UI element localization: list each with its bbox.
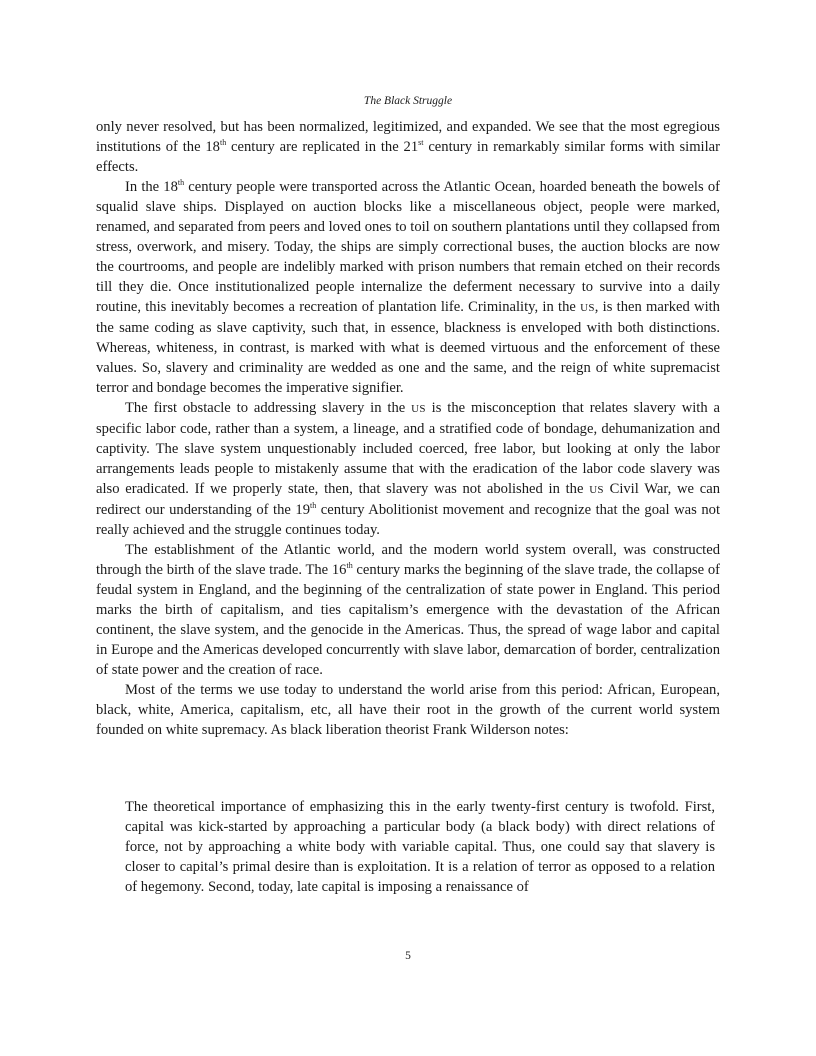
ordinal-superscript: th xyxy=(177,178,185,187)
text-span: century in remarkably similar forms with similar effects. xyxy=(96,139,720,175)
block-quote xyxy=(125,797,715,897)
ordinal-superscript: th xyxy=(310,501,317,510)
paragraph-2 xyxy=(96,177,720,398)
text-span: only never resolved, but has been normalized, legitimized, and expanded. We see that the most egregious institutions of the 18 xyxy=(96,119,720,155)
text-span: , is then marked with the same coding as slave captivity, such that, in essence, blackness is enveloped with both distinctions. Whereas, whiteness, in contrast, is marked with what is deemed virtuous and the enforcement of these values. So, slavery and criminality are wedded as one and the same, and the reign of white supremacist terror and bondage becomes the imperative signifier. xyxy=(96,299,720,396)
text-span: century are replicated in the 21 xyxy=(226,139,419,155)
ordinal-superscript: th xyxy=(219,138,227,147)
paragraph-1 xyxy=(96,117,720,177)
text-span: is the misconception that relates slavery with a specific labor code, rather than a system, a lineage, and a stratified code of bondage, dehumanization and captivity. The slave system unquestionably included coerced, free labor, but looking at only the labor arrangements leads people to mistakenly assume that with the eradication of the labor code slavery was also eradicated. If we properly state, then, that slavery was not abolished in the xyxy=(96,400,720,497)
text-span: Most of the terms we use today to understand the world arise from this period: African, European, black, white, America, capitalism, etc, all have their root in the growth of the current world system founded on white supremacy. As black liberation theorist Frank Wilderson notes: xyxy=(96,682,720,738)
text-span: The first obstacle to addressing slavery in the xyxy=(125,400,412,416)
text-span: Civil War, we can redirect our understanding of the 19 xyxy=(96,481,720,518)
paragraph-3 xyxy=(96,398,720,540)
block-quote-text: The theoretical importance of emphasizing this in the early twenty-first century is twofold. First, capital was kick-started by approaching a particular body (a black body) with direct relations of force, not by approaching a white body with variable capital. Thus, one could say that slavery is closer to capital’s primal desire than is exploitation. It is a relation of terror as opposed to a relation of hegemony. Second, today, late capital is imposing a renaissance of xyxy=(125,799,715,895)
body-text xyxy=(96,117,720,740)
text-span: The establishment of the Atlantic world, and the modern world system overall, was constructed through the birth of the slave trade. The 16 xyxy=(96,542,720,578)
running-header: The Black Struggle xyxy=(363,95,453,107)
paragraph-4 xyxy=(96,540,720,680)
ordinal-superscript: th xyxy=(346,561,353,570)
small-caps-us: US xyxy=(411,403,426,415)
ordinal-superscript: st xyxy=(418,138,424,147)
text-span: century marks the beginning of the slave trade, the collapse of feudal system in England, and the beginning of the centralization of state power in England. This period marks the birth of capitalism, and ties capitalism’s emergence with the devastation of the African continent, the slave system, and the genocide in the Americas. Thus, the spread of wage labor and capital in Europe and the Americas developed concurrently with slave labor, demarcation of border, centralization of state power and the creation of race. xyxy=(96,562,720,678)
text-span: century Abolitionist movement and recognize that the goal was not really achieved and the struggle continues today. xyxy=(96,502,720,538)
paragraph-5 xyxy=(96,680,720,740)
text-span: century people were transported across the Atlantic Ocean, hoarded beneath the bowels of squalid slave ships. Displayed on auction blocks like a miscellaneous object, people were marked, renamed, and separated from peers and loved ones to toil on southern plantations until they collapsed from stress, overwork, and misery. Today, the ships are simply correctional buses, the auction blocks are now the courtrooms, and people are indelibly marked with prison numbers that remain etched on their records till they die. Once institutionalized people internalize the deferment necessary to survive into a daily routine, this inevitably becomes a recreation of plantation life. Criminality, in the xyxy=(96,179,720,315)
small-caps-us: US xyxy=(580,302,595,314)
small-caps-us: US xyxy=(589,484,604,496)
page-number: 5 xyxy=(405,950,411,962)
text-span: In the 18 xyxy=(125,179,178,195)
